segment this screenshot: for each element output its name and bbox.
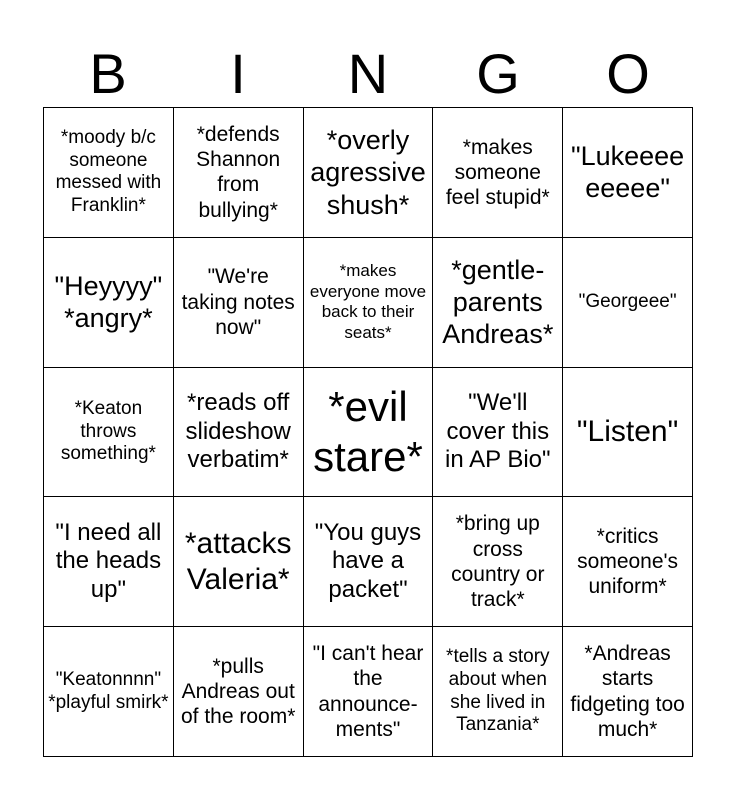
bingo-cell: "I need all the heads up" xyxy=(44,497,174,627)
bingo-cell: *reads off slideshow verbatim* xyxy=(174,368,304,498)
bingo-cell: *overly agressive shush* xyxy=(304,108,434,238)
bingo-cell: "Heyyyy" *angry* xyxy=(44,238,174,368)
bingo-cell: "I can't hear the announce-ments" xyxy=(304,627,434,757)
bingo-cell: *makes someone feel stupid* xyxy=(433,108,563,238)
bingo-cell-center: *evil stare* xyxy=(304,368,434,498)
bingo-cell: "We're taking notes now" xyxy=(174,238,304,368)
bingo-cell: *pulls Andreas out of the room* xyxy=(174,627,304,757)
header-letter-g: G xyxy=(476,42,520,105)
bingo-cell: *tells a story about when she lived in Tanzania* xyxy=(433,627,563,757)
bingo-cell: "Listen" xyxy=(563,368,693,498)
bingo-cell: *attacks Valeria* xyxy=(174,497,304,627)
bingo-cell: "Lukeeee eeeee" xyxy=(563,108,693,238)
header-letter-i: I xyxy=(230,42,246,105)
bingo-header xyxy=(43,42,693,106)
bingo-cell: "Keatonnnn" *playful smirk* xyxy=(44,627,174,757)
bingo-grid xyxy=(43,107,693,757)
bingo-cell: "We'll cover this in AP Bio" xyxy=(433,368,563,498)
bingo-cell: *makes everyone move back to their seats* xyxy=(304,238,434,368)
bingo-cell: *defends Shannon from bullying* xyxy=(174,108,304,238)
header-letter-b: B xyxy=(89,42,127,105)
header-letter-o: O xyxy=(606,42,650,105)
bingo-cell: *gentle-parents Andreas* xyxy=(433,238,563,368)
bingo-cell: *Keaton throws something* xyxy=(44,368,174,498)
bingo-cell: *bring up cross country or track* xyxy=(433,497,563,627)
header-letter-n: N xyxy=(347,42,389,105)
bingo-cell: "Georgeee" xyxy=(563,238,693,368)
bingo-cell: *Andreas starts fidgeting too much* xyxy=(563,627,693,757)
bingo-cell: "You guys have a packet" xyxy=(304,497,434,627)
bingo-cell: *critics someone's uniform* xyxy=(563,497,693,627)
bingo-cell: *moody b/c someone messed with Franklin* xyxy=(44,108,174,238)
